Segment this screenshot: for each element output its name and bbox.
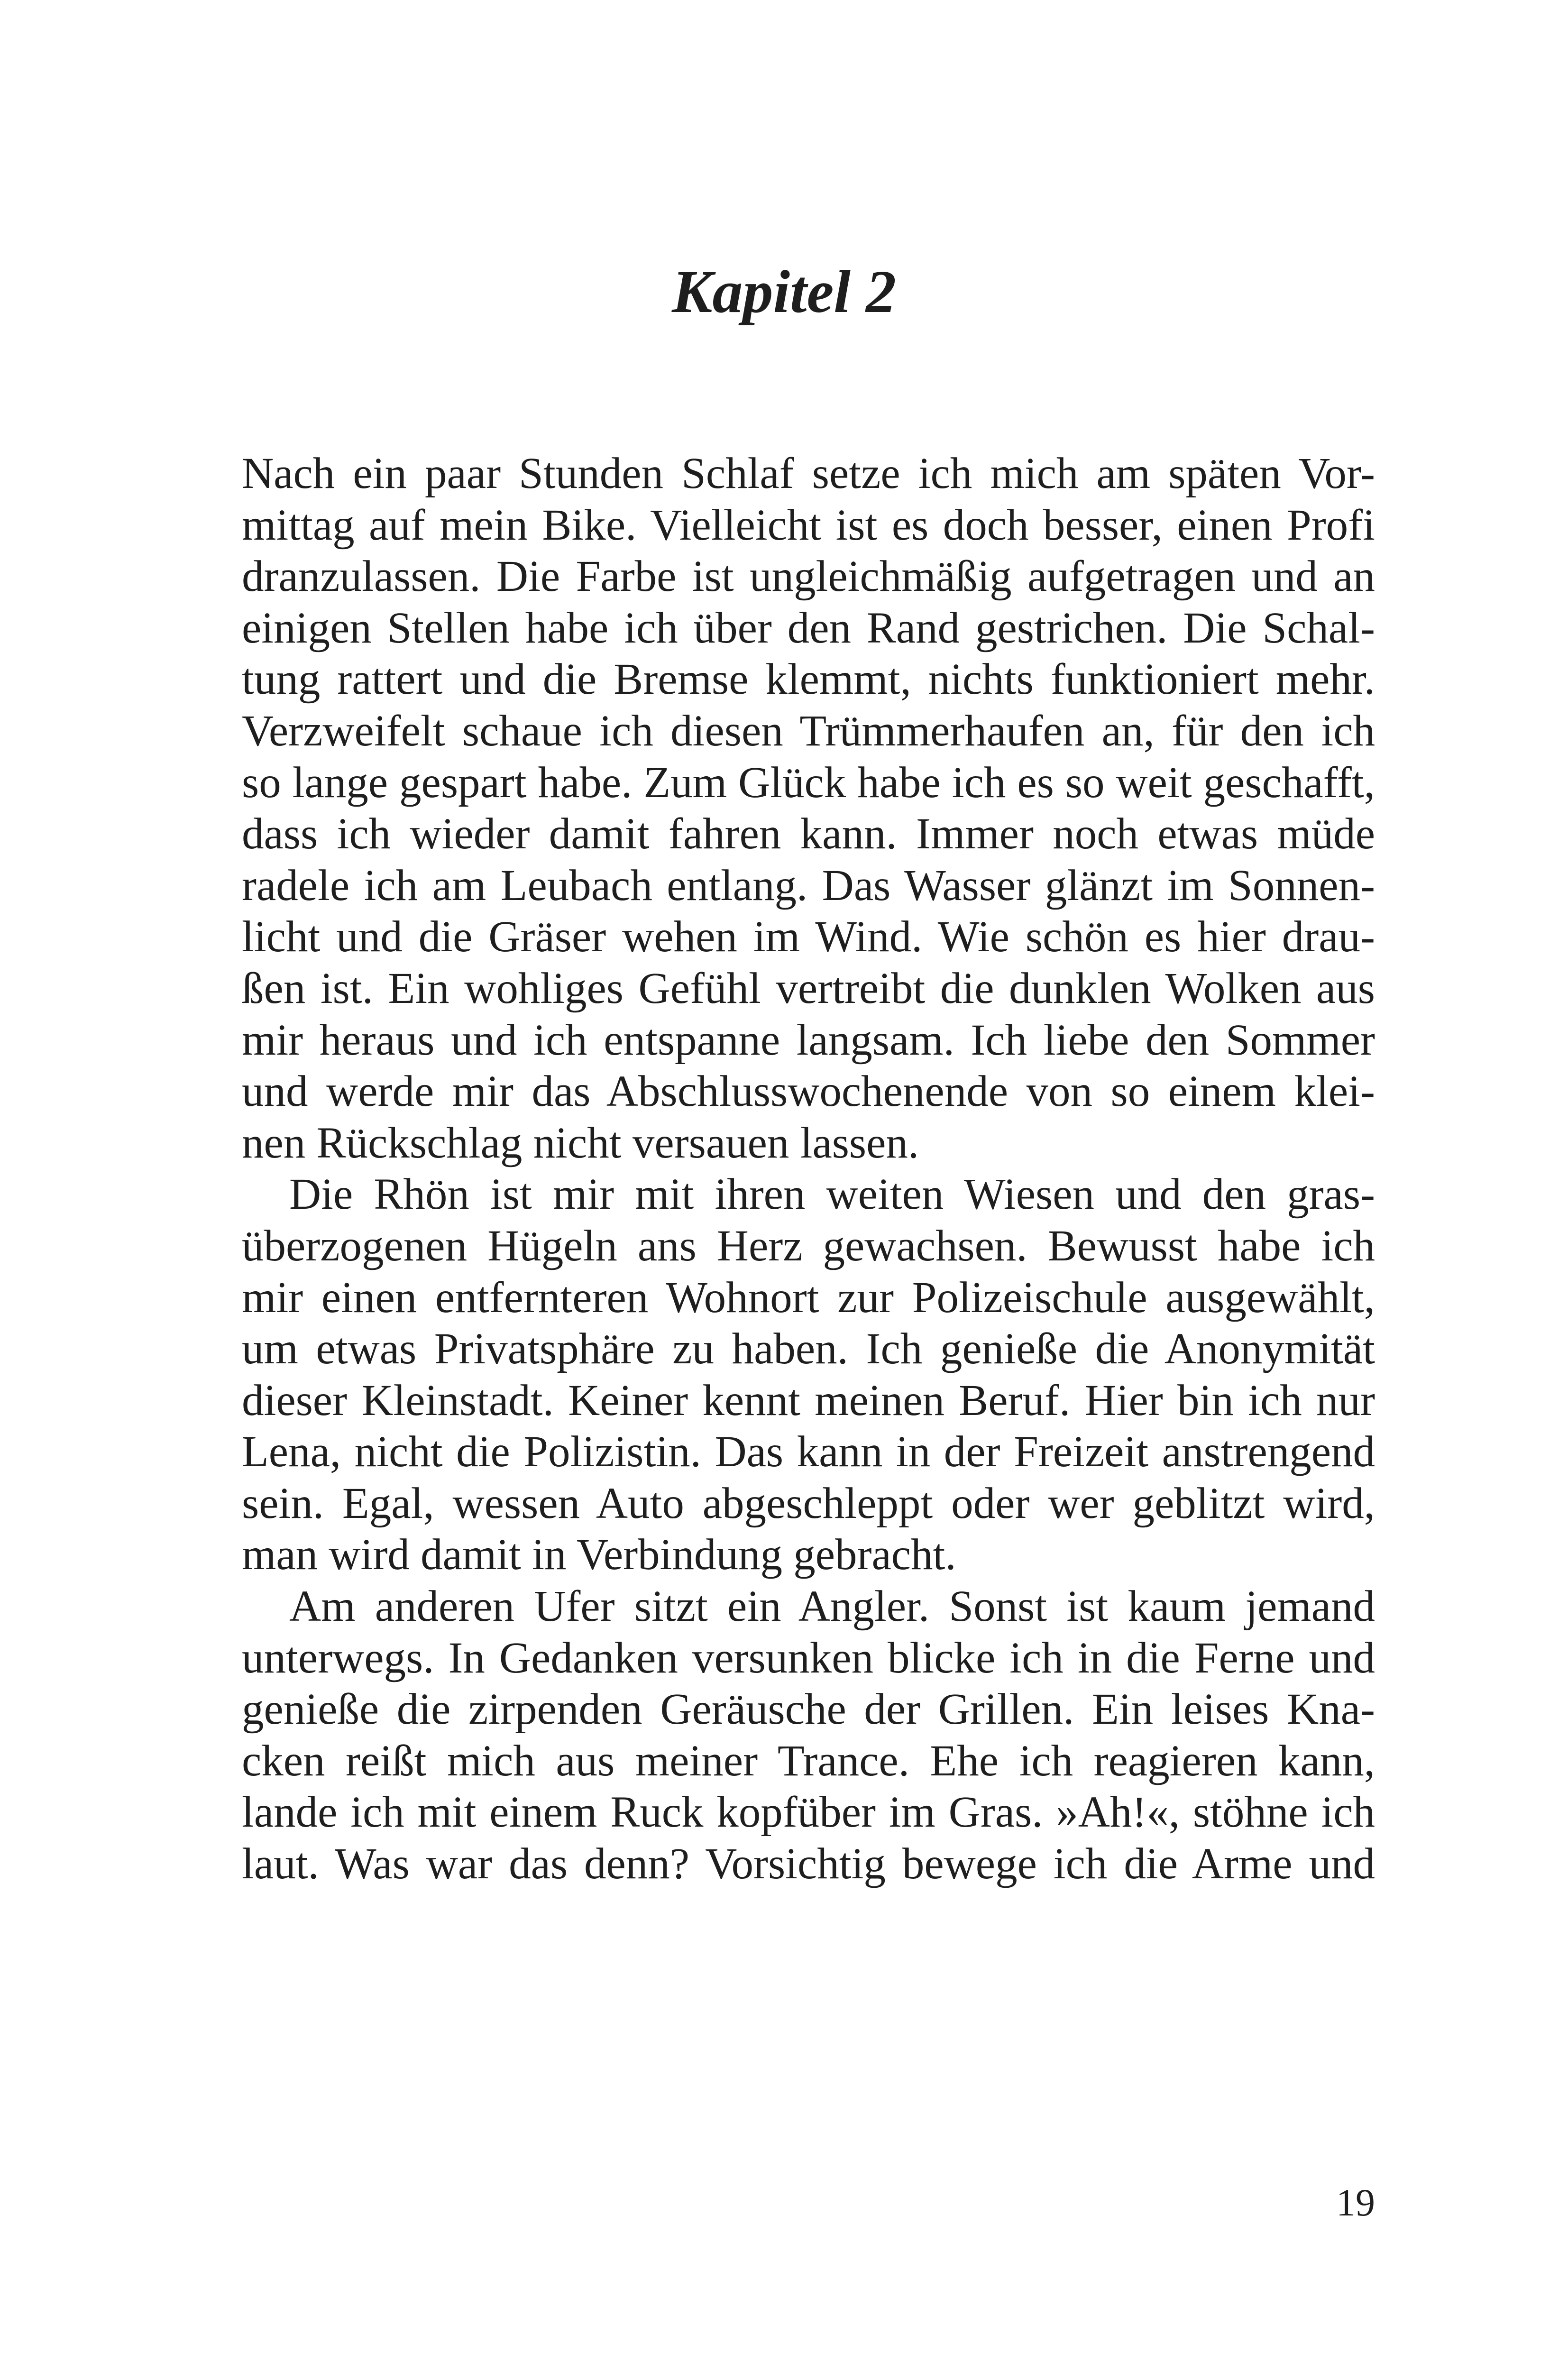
- text-line: Verzweifelt schaue ich diesen Trümmerhaufen an, für den ich: [242, 706, 1375, 755]
- text-line: einigen Stellen habe ich über den Rand gestrichen. Die Schal-: [242, 603, 1375, 652]
- body-text: [242, 448, 1375, 1890]
- text-line: licht und die Gräser wehen im Wind. Wie schön es hier drau-: [242, 912, 1375, 962]
- text-line: dass ich wieder damit fahren kann. Immer noch etwas müde: [242, 809, 1375, 859]
- paragraph-1: [242, 448, 1375, 1169]
- text-line: mittag auf mein Bike. Vielleicht ist es doch besser, einen Profi: [242, 500, 1375, 550]
- text-line: Am anderen Ufer sitzt ein Angler. Sonst ist kaum jemand: [289, 1582, 1375, 1631]
- text-line: lande ich mit einem Ruck kopfüber im Gras. »Ah!«, stöhne ich: [242, 1788, 1375, 1837]
- text-line: man wird damit in Verbindung gebracht.: [242, 1530, 956, 1580]
- text-line: tung rattert und die Bremse klemmt, nichts funktioniert mehr.: [242, 655, 1375, 704]
- text-line: unterwegs. In Gedanken versunken blicke ich in die Ferne und: [242, 1633, 1375, 1682]
- text-line: Die Rhön ist mir mit ihren weiten Wiesen und den gras-: [289, 1170, 1375, 1219]
- text-line: um etwas Privatsphäre zu haben. Ich genieße die Anonymität: [242, 1324, 1375, 1374]
- text-line: dranzulassen. Die Farbe ist ungleichmäßig aufgetragen und an: [242, 552, 1375, 601]
- text-line: mir einen entfernteren Wohnort zur Polizeischule ausgewählt,: [242, 1273, 1375, 1322]
- text-line: genieße die zirpenden Geräusche der Grillen. Ein leises Kna-: [242, 1685, 1375, 1734]
- paragraph-2: [242, 1169, 1375, 1581]
- text-line: mir heraus und ich entspanne langsam. Ich liebe den Sommer: [242, 1015, 1375, 1065]
- text-line: sein. Egal, wessen Auto abgeschleppt oder wer geblitzt wird,: [242, 1479, 1375, 1528]
- text-line: überzogenen Hügeln ans Herz gewachsen. Bewusst habe ich: [242, 1221, 1375, 1270]
- text-line: radele ich am Leubach entlang. Das Wasser glänzt im Sonnen-: [242, 861, 1375, 910]
- text-line: so lange gespart habe. Zum Glück habe ich es so weit geschafft,: [242, 758, 1375, 807]
- chapter-title: Kapitel 2: [672, 258, 896, 325]
- text-line: ßen ist. Ein wohliges Gefühl vertreibt die dunklen Wolken aus: [242, 964, 1375, 1013]
- text-line: Nach ein paar Stunden Schlaf setze ich mich am späten Vor-: [242, 449, 1375, 498]
- text-line: dieser Kleinstadt. Keiner kennt meinen Beruf. Hier bin ich nur: [242, 1376, 1375, 1425]
- text-line: cken reißt mich aus meiner Trance. Ehe ich reagieren kann,: [242, 1736, 1375, 1785]
- text-line: laut. Was war das denn? Vorsichtig bewege ich die Arme und: [242, 1839, 1375, 1889]
- text-line: Lena, nicht die Polizistin. Das kann in der Freizeit anstrengend: [242, 1427, 1375, 1477]
- text-line: und werde mir das Abschlusswochenende von so einem klei-: [242, 1067, 1375, 1116]
- text-line: nen Rückschlag nicht versauen lassen.: [242, 1118, 919, 1167]
- page-number: 19: [1336, 2181, 1375, 2224]
- paragraph-3: [242, 1581, 1375, 1890]
